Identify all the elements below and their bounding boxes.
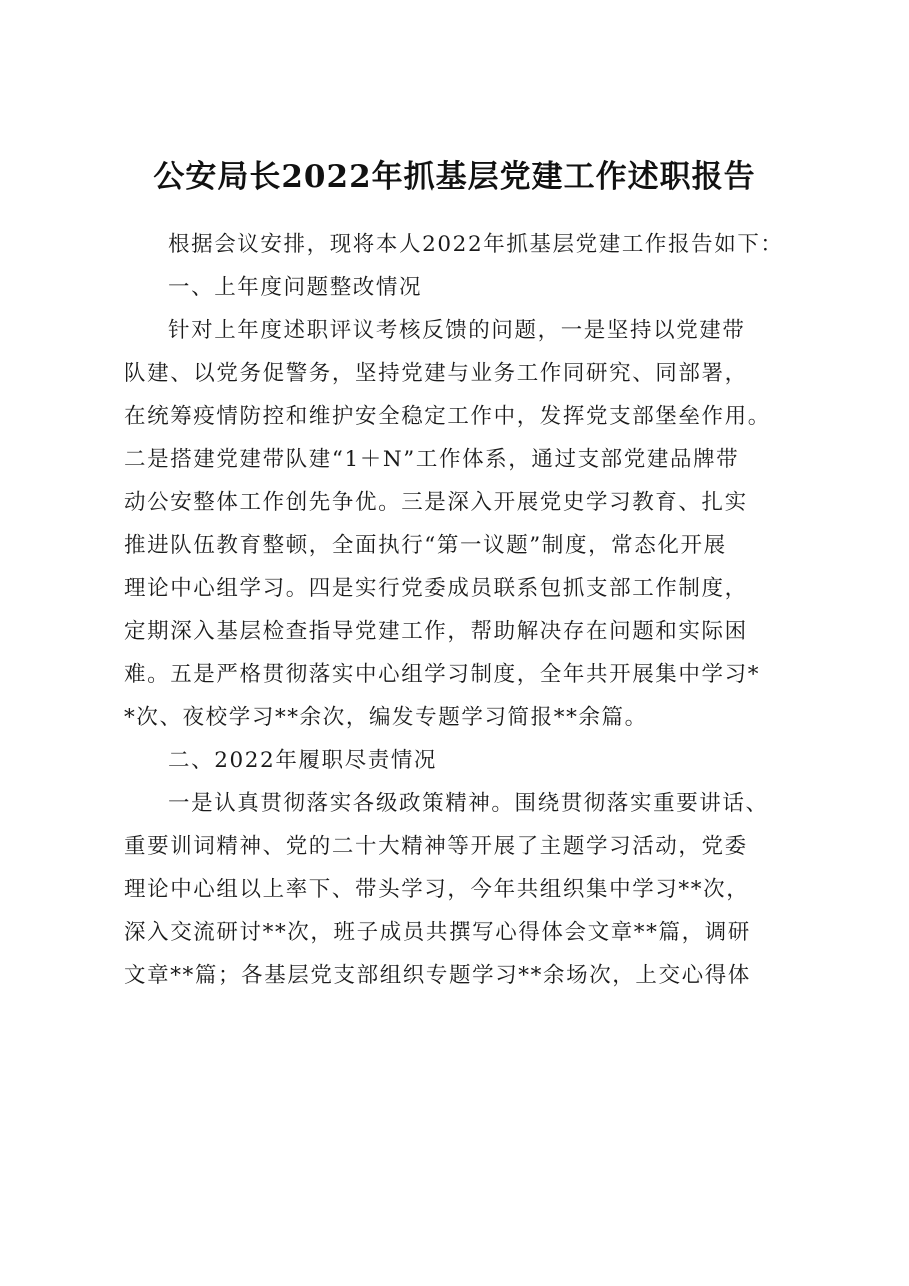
paragraph-line: 文章**篇；各基层党支部组织专题学习**余场次，上交心得体 bbox=[124, 963, 751, 988]
paragraph-line: 根据会议安排，现将本人2022年抓基层党建工作报告如下： bbox=[168, 232, 784, 257]
paragraph-line: 定期深入基层检查指导党建工作，帮助解决存在问题和实际困 bbox=[124, 619, 748, 644]
paragraph-line: 重要训词精神、党的二十大精神等开展了主题学习活动，党委 bbox=[124, 834, 748, 859]
paragraph-line: 一是认真贯彻落实各级政策精神。围绕贯彻落实重要讲话、 bbox=[168, 791, 769, 816]
paragraph-line: 动公安整体工作创先争优。三是深入开展党史学习教育、扎实 bbox=[124, 490, 748, 515]
document-body bbox=[124, 223, 814, 997]
paragraph-line: 针对上年度述职评议考核反馈的问题，一是坚持以党建带 bbox=[168, 318, 746, 343]
paragraph-line: 队建、以党务促警务，坚持党建与业务工作同研究、同部署， bbox=[124, 361, 748, 386]
section-heading: 二、2022年履职尽责情况 bbox=[168, 748, 438, 773]
paragraph-line: 理论中心组以上率下、带头学习，今年共组织集中学习**次， bbox=[124, 877, 750, 902]
document-title: 公安局长2022年抓基层党建工作述职报告 bbox=[153, 159, 756, 195]
paragraph-line: 难。五是严格贯彻落实中心组学习制度，全年共开展集中学习* bbox=[124, 662, 761, 687]
paragraph-line: 二是搭建党建带队建“1＋N”工作体系，通过支部党建品牌带 bbox=[124, 447, 740, 472]
paragraph-line: 理论中心组学习。四是实行党委成员联系包抓支部工作制度， bbox=[124, 576, 748, 601]
section-heading: 一、上年度问题整改情况 bbox=[168, 275, 423, 300]
paragraph-line: 深入交流研讨**次，班子成员共撰写心得体会文章**篇，调研 bbox=[124, 920, 751, 945]
paragraph-line: *次、夜校学习**余次，编发专题学习简报**余篇。 bbox=[124, 705, 648, 730]
paragraph-line: 推进队伍教育整顿，全面执行“第一议题”制度，常态化开展 bbox=[124, 533, 727, 558]
paragraph-line: 在统筹疫情防控和维护安全稳定工作中，发挥党支部堡垒作用。 bbox=[124, 404, 771, 429]
